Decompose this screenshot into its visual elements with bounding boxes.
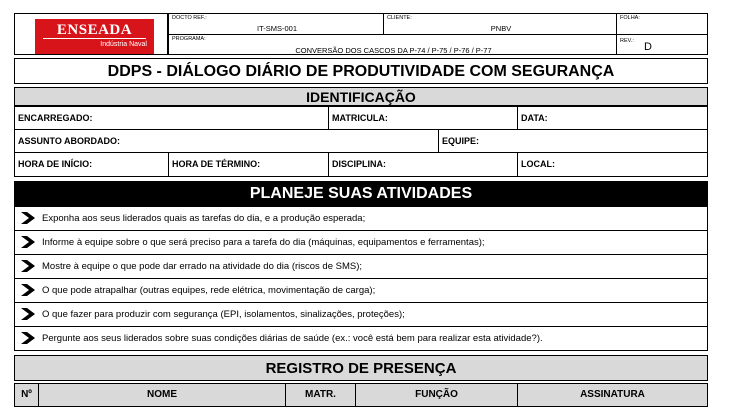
arrow-bullet-icon <box>21 236 35 248</box>
col-funcao: FUNÇÃO <box>355 383 518 407</box>
rev-value: D <box>644 41 652 53</box>
logo-divider <box>43 38 146 39</box>
activity-text: O que pode atrapalhar (outras equipes, rede elétrica, movimentação de carga); <box>42 285 376 296</box>
col-matricula: MATR. <box>285 383 356 407</box>
activity-item <box>14 254 708 279</box>
activity-text: Mostre à equipe o que pode dar errado na atividade do dia (riscos de SMS); <box>42 261 363 272</box>
disciplina-field[interactable]: DISCIPLINA: <box>328 152 518 177</box>
identificacao-heading: IDENTIFICAÇÃO <box>14 87 708 106</box>
col-nome: NOME <box>38 383 286 407</box>
folha-label: FOLHA: <box>620 15 640 21</box>
arrow-bullet-icon <box>21 308 35 320</box>
cliente-label: CLIENTE: <box>387 15 412 21</box>
company-logo <box>35 19 154 54</box>
logo-box <box>14 13 168 55</box>
doc-ref-cell <box>168 13 384 35</box>
activity-item <box>14 206 708 231</box>
logo-tagline: Indústria Naval <box>100 41 147 48</box>
activity-item <box>14 278 708 303</box>
presenca-heading: REGISTRO DE PRESENÇA <box>14 355 708 381</box>
activity-text: Informe à equipe sobre o que será preciso para a tarefa do dia (máquinas, equipamentos e ferramentas); <box>42 237 485 248</box>
rev-label: REV.: <box>620 38 634 44</box>
logo-name: ENSEADA <box>56 22 133 38</box>
assunto-field[interactable]: ASSUNTO ABORDADO: <box>14 129 439 153</box>
planeje-heading: PLANEJE SUAS ATIVIDADES <box>14 181 708 206</box>
rev-cell <box>616 34 708 55</box>
programa-label: PROGRAMA: <box>172 36 206 42</box>
cliente-cell <box>383 13 617 35</box>
arrow-bullet-icon <box>21 284 35 296</box>
folha-cell <box>616 13 708 35</box>
activity-item <box>14 230 708 255</box>
equipe-field[interactable]: EQUIPE: <box>438 129 708 153</box>
programa-value: CONVERSÃO DOS CASCOS DA P-74 / P-75 / P-76 / P-77 <box>295 46 492 55</box>
hora-inicio-field[interactable]: HORA DE INÍCIO: <box>14 152 169 177</box>
encarregado-field[interactable]: ENCARREGADO: <box>14 106 329 130</box>
activity-text: O que fazer para produzir com segurança (EPI, isolamentos, sinalizações, proteções); <box>42 309 405 320</box>
activity-item <box>14 326 708 351</box>
col-assinatura: ASSINATURA <box>517 383 708 407</box>
data-field[interactable]: DATA: <box>517 106 708 130</box>
activity-text: Pergunte aos seus liderados sobre suas condições diárias de saúde (ex.: você está bem para realizar esta atividade?). <box>42 333 543 344</box>
activity-item <box>14 302 708 327</box>
arrow-bullet-icon <box>21 332 35 344</box>
page-title: DDPS - DIÁLOGO DIÁRIO DE PRODUTIVIDADE COM SEGURANÇA <box>14 58 708 84</box>
cliente-value: PNBV <box>490 24 512 33</box>
col-numero: Nº <box>14 383 39 407</box>
matricula-field[interactable]: MATRICULA: <box>328 106 518 130</box>
local-field[interactable]: LOCAL: <box>517 152 708 177</box>
arrow-bullet-icon <box>21 212 35 224</box>
doc-ref-value: IT-SMS-001 <box>256 24 297 33</box>
hora-termino-field[interactable]: HORA DE TÉRMINO: <box>168 152 329 177</box>
activity-text: Exponha aos seus liderados quais as tarefas do dia, e a produção esperada; <box>42 213 366 224</box>
programa-cell <box>168 34 617 55</box>
arrow-bullet-icon <box>21 260 35 272</box>
doc-ref-label: DOCTO REF.: <box>172 15 207 21</box>
